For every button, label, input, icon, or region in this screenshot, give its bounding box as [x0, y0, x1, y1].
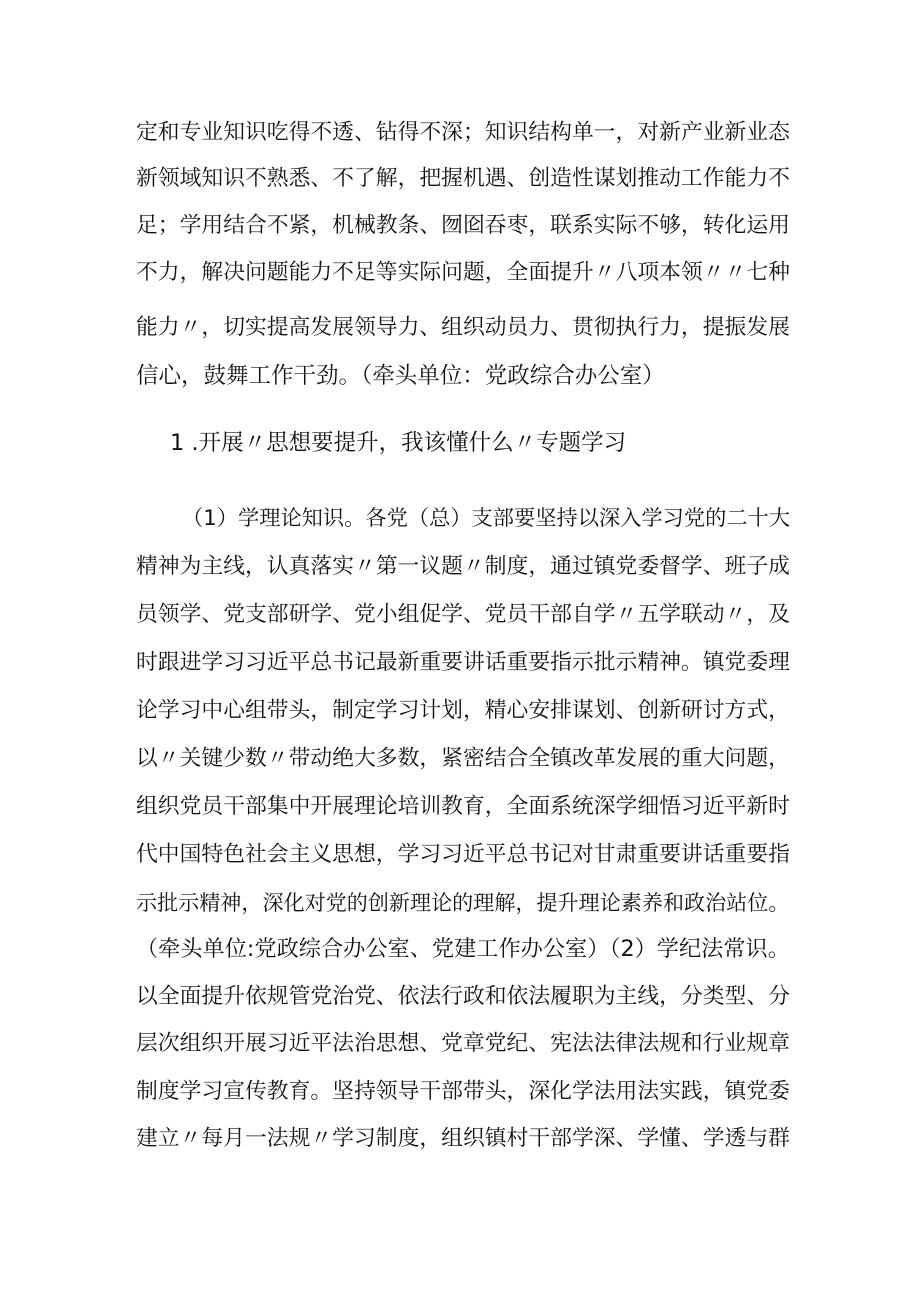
text-line: 员领学、党支部研学、党小组促学、党员干部自学〃五学联动〃，及: [136, 602, 790, 627]
text-line: 示批示精神，深化对党的创新理论的理解，提升理论素养和政治站位。: [136, 890, 790, 915]
text-line: 建立〃每月一法规〃学习制度，组织镇村干部学深、学懂、学透与群: [136, 1126, 790, 1151]
text-line: 以全面提升依规管党治党、依法行政和依法履职为主线，分类型、分: [136, 984, 790, 1009]
text-line: 层次组织开展习近平法治思想、党章党纪、宪法法律法规和行业规章: [136, 1031, 790, 1056]
text-line: 组织党员干部集中开展理论培训教育，全面系统深学细悟习近平新时: [136, 794, 790, 819]
text-line: 不力，解决问题能力不足等实际问题，全面提升〃八项本领〃〃七种: [136, 260, 790, 285]
text-line: 定和专业知识吃得不透、钻得不深；知识结构单一，对新产业新业态: [136, 120, 790, 145]
text-line: （1）学理论知识。各党（总）支部要坚持以深入学习党的二十大: [182, 506, 791, 531]
text-line: 论学习中心组带头，制定学习计划，精心安排谋划、创新研讨方式，: [136, 698, 790, 723]
text-line: 足；学用结合不紧，机械教条、囫囵吞枣，联系实际不够，转化运用: [136, 213, 790, 238]
text-line: 信心，鼓舞工作干劲。（牵头单位：党政综合办公室）: [136, 363, 665, 389]
text-line: 制度学习宣传教育。坚持领导干部带头，深化学法用法实践，镇党委: [136, 1079, 790, 1104]
section-heading: 1 .开展〃思想要提升，我该懂什么〃专题学习: [170, 430, 627, 456]
text-line: 代中国特色社会主义思想，学习习近平总书记对甘肃重要讲话重要指: [136, 842, 790, 867]
text-line: （牵头单位:党政综合办公室、党建工作办公室）（2）学纪法常识。: [136, 936, 790, 962]
text-line: 以〃关键少数〃带动绝大多数，紧密结合全镇改革发展的重大问题，: [136, 746, 790, 771]
text-line: 能力〃，切实提高发展领导力、组织动员力、贯彻执行力，提振发展: [136, 315, 790, 340]
text-line: 精神为主线，认真落实〃第一议题〃制度，通过镇党委督学、班子成: [136, 554, 790, 579]
text-line: 时跟进学习习近平总书记最新重要讲话重要指示批示精神。镇党委理: [136, 650, 790, 675]
text-line: 新领域知识不熟悉、不了解，把握机遇、创造性谋划推动工作能力不: [136, 166, 790, 191]
